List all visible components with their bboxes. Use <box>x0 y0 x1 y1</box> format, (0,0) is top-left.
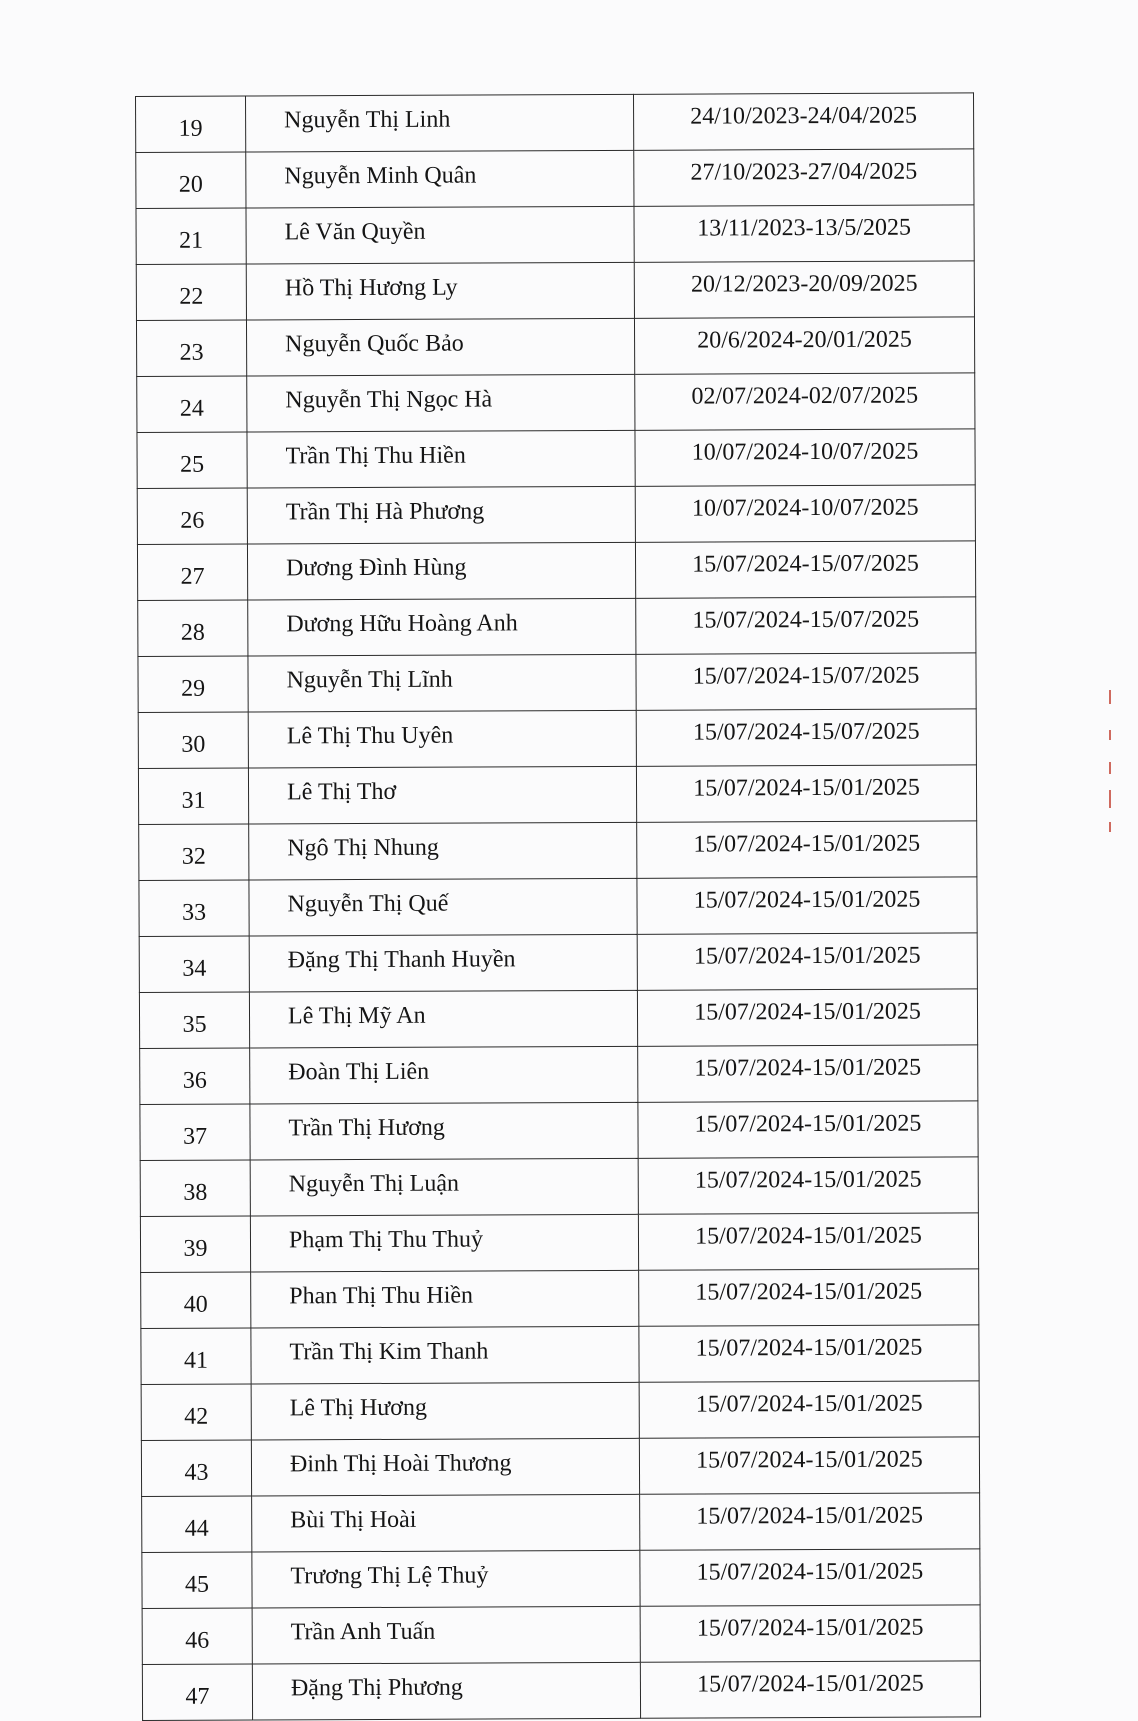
table-row <box>139 821 977 881</box>
contract-period: 20/6/2024-20/01/2025 <box>634 317 974 374</box>
contract-period: 15/07/2024-15/07/2025 <box>636 597 976 654</box>
row-number: 23 <box>136 320 246 376</box>
employee-name: Nguyễn Thị Ngọc Hà <box>247 374 635 432</box>
contract-period: 15/07/2024-15/01/2025 <box>638 1045 978 1102</box>
employee-name: Trương Thị Lệ Thuỷ <box>252 1550 640 1608</box>
row-number: 19 <box>136 96 246 152</box>
row-number: 26 <box>137 488 247 544</box>
table-row <box>138 765 976 825</box>
contract-period: 02/07/2024-02/07/2025 <box>635 373 975 430</box>
table-row <box>140 1157 978 1217</box>
contract-period: 15/07/2024-15/01/2025 <box>637 989 977 1046</box>
table-row <box>138 597 976 657</box>
table-row <box>141 1325 979 1385</box>
table-row <box>139 989 977 1049</box>
row-number: 46 <box>142 1608 252 1664</box>
table-row <box>137 541 975 601</box>
employee-name: Nguyễn Thị Linh <box>246 94 634 152</box>
row-number: 35 <box>139 992 249 1048</box>
row-number: 29 <box>138 656 248 712</box>
row-number: 38 <box>140 1160 250 1216</box>
employee-name: Phạm Thị Thu Thuỷ <box>250 1214 638 1272</box>
contract-period: 15/07/2024-15/01/2025 <box>640 1605 980 1662</box>
row-number: 22 <box>136 264 246 320</box>
contract-period: 15/07/2024-15/01/2025 <box>636 765 976 822</box>
row-number: 39 <box>140 1216 250 1272</box>
row-number: 30 <box>138 712 248 768</box>
row-number: 47 <box>142 1664 252 1720</box>
contract-period: 10/07/2024-10/07/2025 <box>635 429 975 486</box>
table-row <box>141 1381 979 1441</box>
table-row <box>142 1605 980 1665</box>
table-row <box>139 877 977 937</box>
employee-name: Ngô Thị Nhung <box>249 822 637 880</box>
row-number: 45 <box>142 1552 252 1608</box>
table-row <box>142 1493 980 1553</box>
employee-name: Nguyễn Quốc Bảo <box>246 318 634 376</box>
employee-name: Hồ Thị Hương Ly <box>246 262 634 320</box>
employee-name: Lê Thị Thơ <box>248 766 636 824</box>
table-row <box>136 93 974 153</box>
staff-list-table <box>135 92 981 1721</box>
table-row <box>140 1213 978 1273</box>
contract-period: 15/07/2024-15/07/2025 <box>636 653 976 710</box>
employee-name: Trần Thị Hương <box>250 1102 638 1160</box>
table-row <box>139 933 977 993</box>
row-number: 31 <box>138 768 248 824</box>
row-number: 28 <box>138 600 248 656</box>
table-row <box>136 317 974 377</box>
contract-period: 20/12/2023-20/09/2025 <box>634 261 974 318</box>
row-number: 34 <box>139 936 249 992</box>
contract-period: 15/07/2024-15/07/2025 <box>635 541 975 598</box>
employee-name: Nguyễn Thị Quế <box>249 878 637 936</box>
employee-name: Trần Thị Kim Thanh <box>251 1326 639 1384</box>
contract-period: 10/07/2024-10/07/2025 <box>635 485 975 542</box>
table-row <box>138 653 976 713</box>
row-number: 21 <box>136 208 246 264</box>
contract-period: 15/07/2024-15/01/2025 <box>640 1661 980 1718</box>
employee-name: Dương Hữu Hoàng Anh <box>248 598 636 656</box>
contract-period: 15/07/2024-15/01/2025 <box>640 1549 980 1606</box>
table-row <box>136 149 974 209</box>
row-number: 24 <box>137 376 247 432</box>
table-body <box>136 93 981 1721</box>
employee-name: Lê Thị Hương <box>251 1382 639 1440</box>
employee-name: Lê Thị Thu Uyên <box>248 710 636 768</box>
table-row <box>137 373 975 433</box>
employee-name: Bùi Thị Hoài <box>252 1494 640 1552</box>
table-row <box>136 261 974 321</box>
row-number: 33 <box>139 880 249 936</box>
employee-name: Nguyễn Thị Luận <box>250 1158 638 1216</box>
contract-period: 15/07/2024-15/01/2025 <box>639 1381 979 1438</box>
employee-name: Phan Thị Thu Hiền <box>251 1270 639 1328</box>
margin-stamp-marks <box>1108 690 1114 840</box>
row-number: 37 <box>140 1104 250 1160</box>
employee-name: Dương Đình Hùng <box>247 542 635 600</box>
row-number: 20 <box>136 152 246 208</box>
row-number: 42 <box>141 1384 251 1440</box>
row-number: 41 <box>141 1328 251 1384</box>
table-row <box>138 709 976 769</box>
table-row <box>137 485 975 545</box>
table-row <box>140 1045 978 1105</box>
employee-name: Lê Văn Quyền <box>246 206 634 264</box>
employee-name: Đinh Thị Hoài Thương <box>251 1438 639 1496</box>
contract-period: 15/07/2024-15/01/2025 <box>637 933 977 990</box>
staff-list-table-wrapper <box>135 92 980 1721</box>
contract-period: 15/07/2024-15/07/2025 <box>636 709 976 766</box>
employee-name: Nguyễn Minh Quân <box>246 150 634 208</box>
row-number: 27 <box>137 544 247 600</box>
employee-name: Đặng Thị Phương <box>252 1662 640 1720</box>
employee-name: Lê Thị Mỹ An <box>249 990 637 1048</box>
contract-period: 13/11/2023-13/5/2025 <box>634 205 974 262</box>
row-number: 36 <box>140 1048 250 1104</box>
table-row <box>142 1661 980 1721</box>
contract-period: 15/07/2024-15/01/2025 <box>638 1157 978 1214</box>
employee-name: Trần Thị Thu Hiền <box>247 430 635 488</box>
contract-period: 15/07/2024-15/01/2025 <box>640 1493 980 1550</box>
contract-period: 24/10/2023-24/04/2025 <box>633 93 973 150</box>
contract-period: 27/10/2023-27/04/2025 <box>634 149 974 206</box>
table-row <box>141 1437 979 1497</box>
table-row <box>136 205 974 265</box>
table-row <box>141 1269 979 1329</box>
row-number: 40 <box>141 1272 251 1328</box>
employee-name: Trần Thị Hà Phương <box>247 486 635 544</box>
contract-period: 15/07/2024-15/01/2025 <box>639 1437 979 1494</box>
contract-period: 15/07/2024-15/01/2025 <box>638 1101 978 1158</box>
contract-period: 15/07/2024-15/01/2025 <box>637 877 977 934</box>
row-number: 25 <box>137 432 247 488</box>
row-number: 43 <box>141 1440 251 1496</box>
contract-period: 15/07/2024-15/01/2025 <box>638 1213 978 1270</box>
employee-name: Nguyễn Thị Lĩnh <box>248 654 636 712</box>
contract-period: 15/07/2024-15/01/2025 <box>639 1325 979 1382</box>
table-row <box>140 1101 978 1161</box>
employee-name: Đoàn Thị Liên <box>250 1046 638 1104</box>
contract-period: 15/07/2024-15/01/2025 <box>637 821 977 878</box>
employee-name: Trần Anh Tuấn <box>252 1606 640 1664</box>
row-number: 32 <box>139 824 249 880</box>
employee-name: Đặng Thị Thanh Huyền <box>249 934 637 992</box>
contract-period: 15/07/2024-15/01/2025 <box>639 1269 979 1326</box>
row-number: 44 <box>142 1496 252 1552</box>
table-row <box>137 429 975 489</box>
